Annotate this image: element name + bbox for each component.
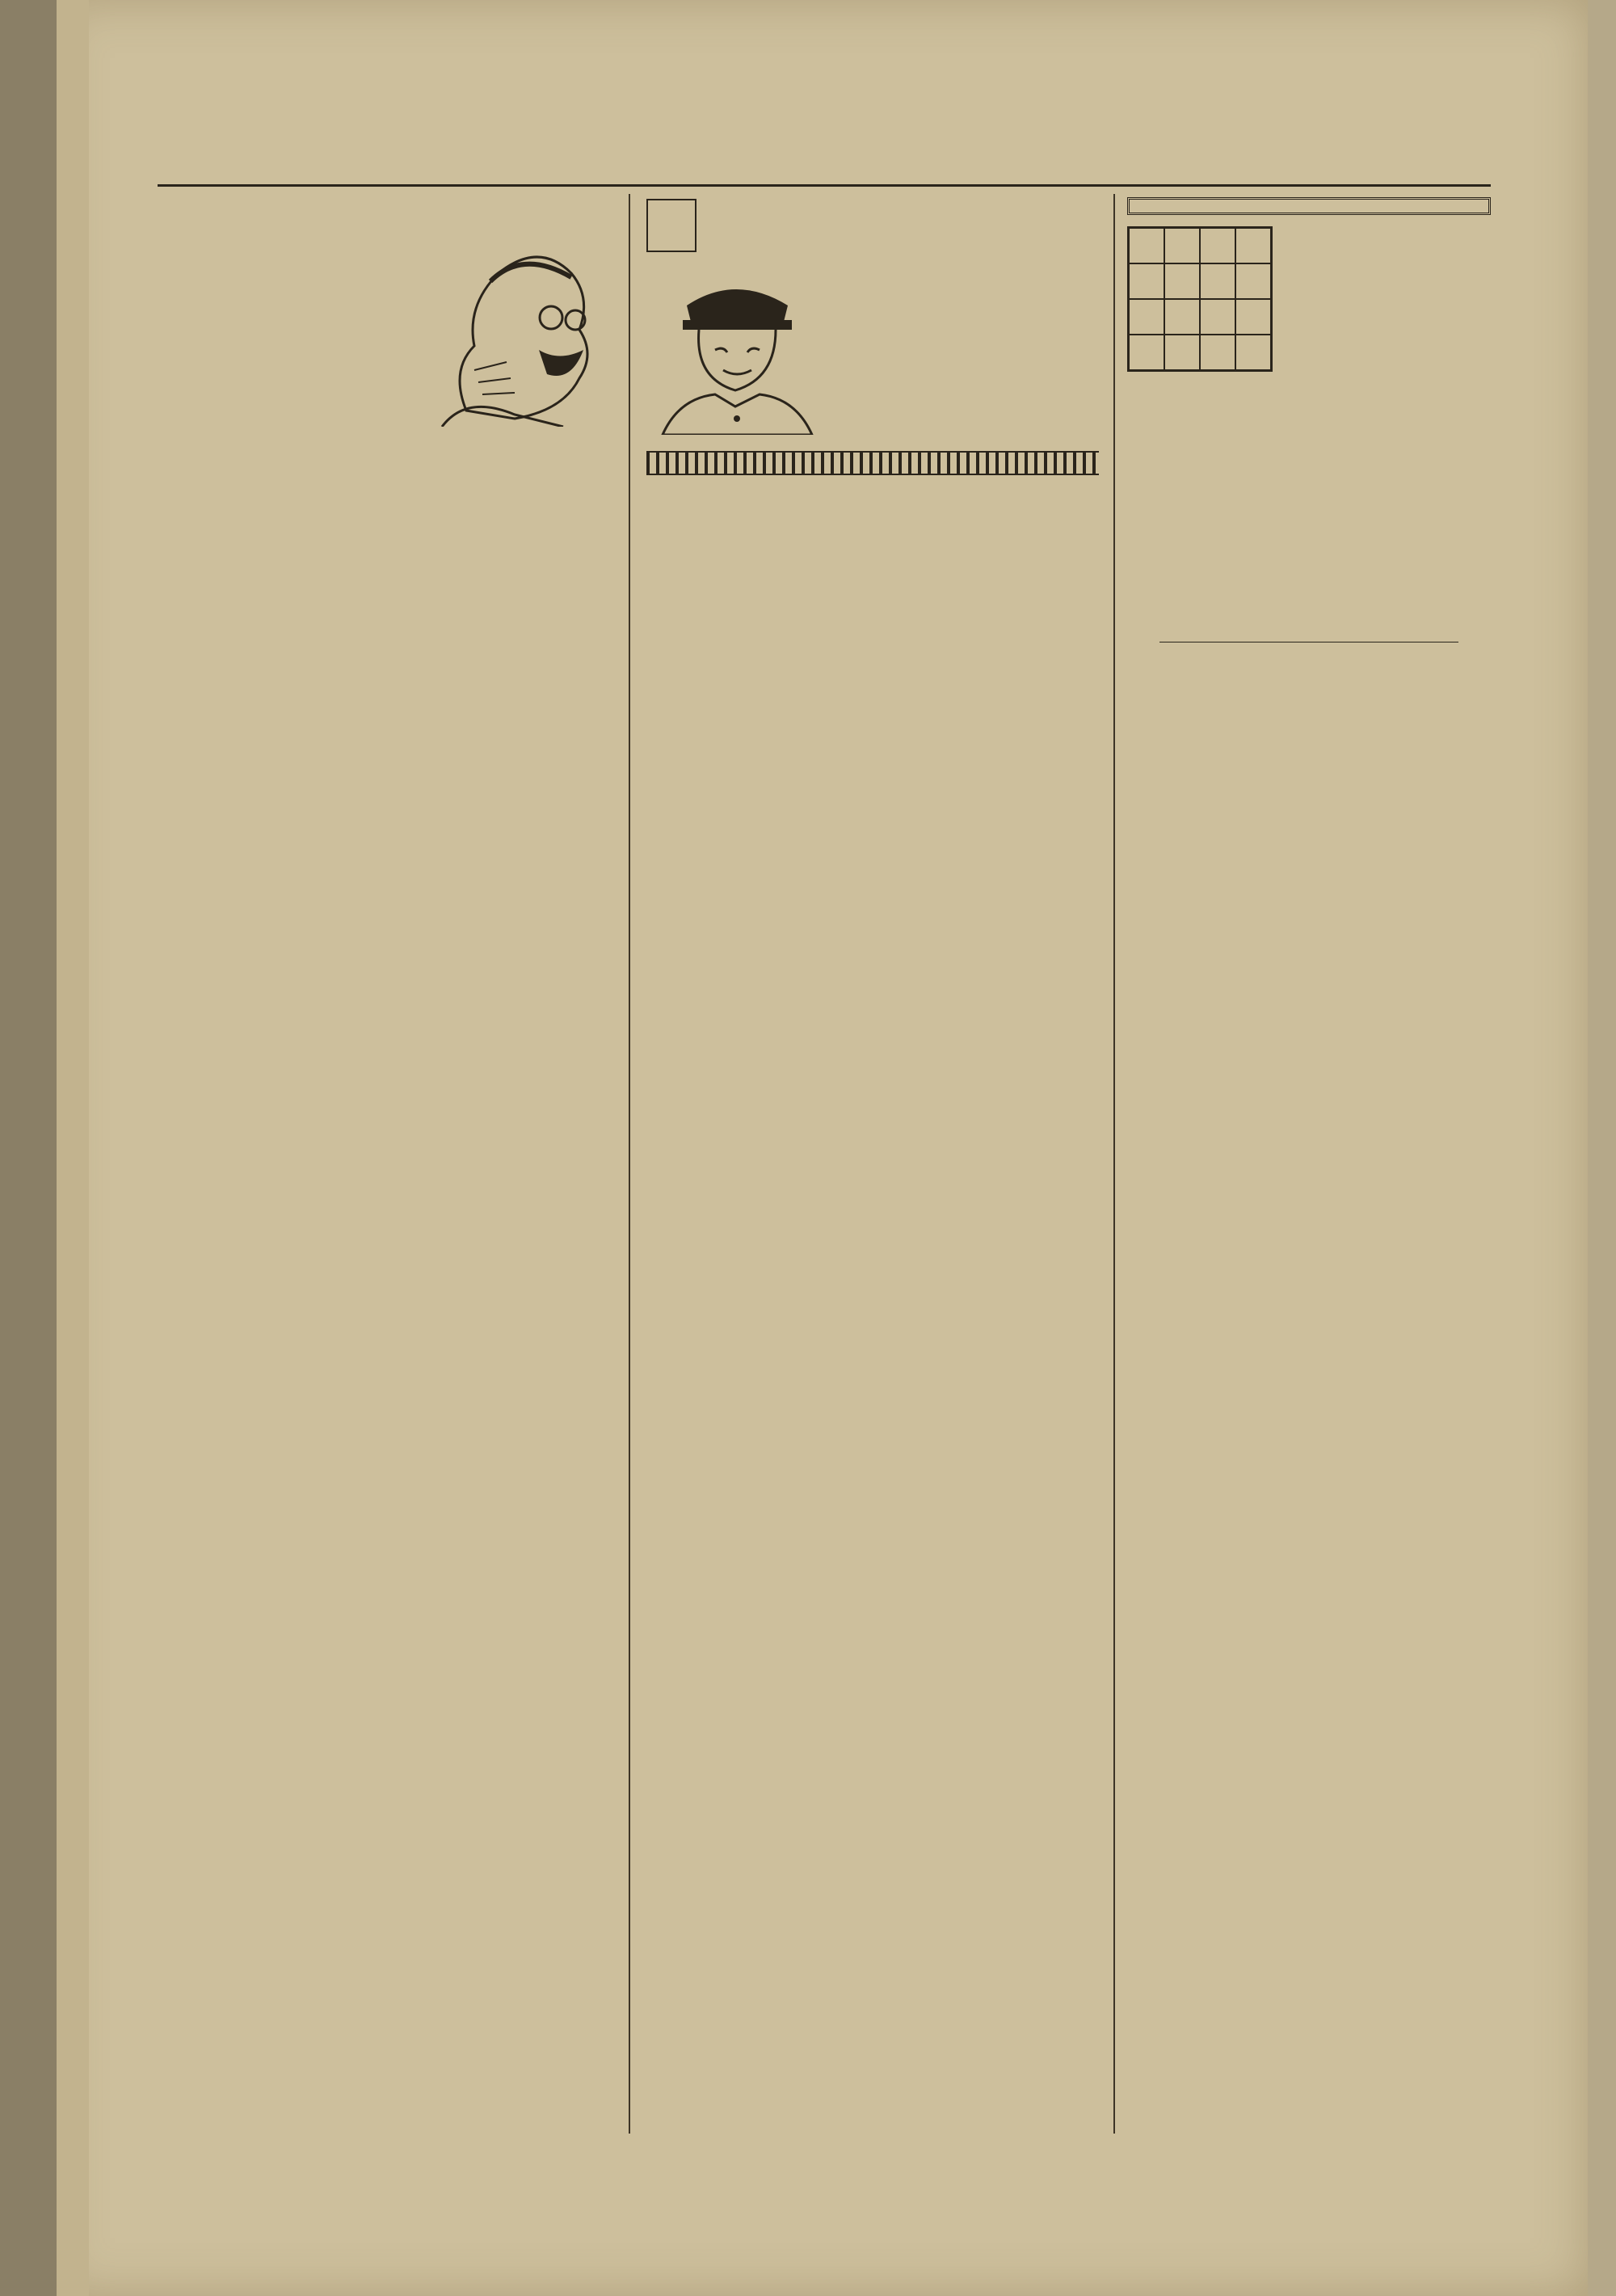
diamond-list [1402,386,1491,411]
column-rule-2 [1113,194,1115,2134]
raetselecke [1127,194,1491,665]
solve-note [1159,642,1458,647]
man-portrait-illustration [418,209,604,427]
magic-square-grid [1127,226,1273,372]
article-betrachtungen [158,194,610,430]
page-header [158,145,1491,194]
header-rule [158,184,1491,187]
ornament-divider [646,451,1099,475]
diamond-figure [1127,393,1394,619]
article-feldpostbrief [646,194,1099,487]
page-fold-edge [57,0,89,2296]
raetsel-header-box [1127,197,1491,215]
soldier-illustration [646,257,824,435]
column-rule-1 [629,194,630,2134]
drop-cap [646,199,696,252]
